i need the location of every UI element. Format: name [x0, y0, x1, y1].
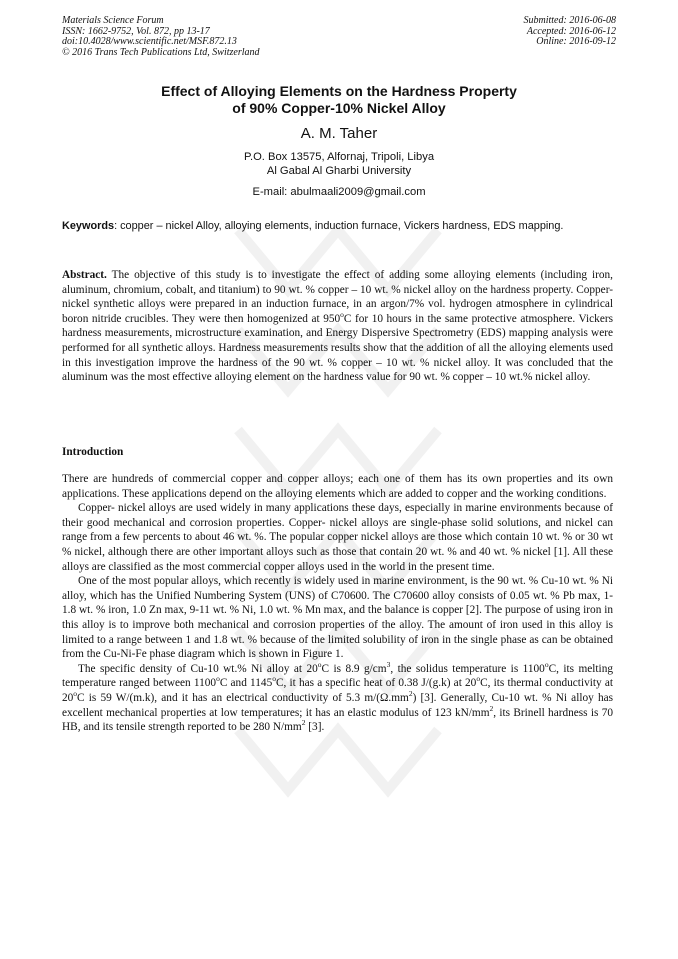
superscript: 2: [301, 718, 306, 728]
paper-title: [62, 83, 616, 117]
p4-text: C is 59 W/(m.k), and it has an electrical conductivity of 5.3 m/(Ω.mm: [77, 691, 409, 704]
submitted-date: Submitted: 2016-06-08: [523, 15, 616, 26]
affiliation: [62, 151, 616, 178]
doi-line: doi:10.4028/www.scientific.net/MSF.872.13: [62, 36, 237, 48]
p4-text: [3].: [305, 721, 325, 734]
superscript: 3: [386, 659, 391, 669]
p4-text: C, its thermal conductivity at 20: [62, 677, 613, 704]
affiliation-university: Al Gabal Al Gharbi University: [266, 164, 412, 177]
superscript: o: [317, 659, 322, 669]
copyright-line: © 2016 Trans Tech Publications Ltd, Switzerland: [62, 46, 260, 58]
intro-paragraph-4: [62, 659, 614, 735]
superscript: o: [73, 689, 78, 699]
author-email: E-mail: abulmaali2009@gmail.com: [252, 186, 426, 198]
journal-name: Materials Science Forum: [62, 15, 164, 26]
keywords: [62, 219, 614, 234]
abstract-text-2: C for 10 hours in the same protective atmosphere. Vickers hardness measurements, microstructure examination, and Energy Dispersive Spectrometry (EDS) mapping analysis were performed for all synthetic alloys. Hardness measurements results show that the addition of all the alloying elements used in this investigation improve the hardness of the 90 wt. % copper – 10 wt. % nickel alloy. It was concluded that the aluminum was the most effective alloying element on the hardness value for 90 wt. % copper – 10 wt.% nickel alloy.: [62, 312, 614, 384]
superscript: o: [544, 659, 549, 669]
superscript: o: [476, 674, 481, 684]
intro-paragraph-1: There are hundreds of commercial copper and copper alloys; each one of them has its own properties and its own applications. These applications depend on the alloying elements which are added to copper and the working conditions.: [62, 473, 613, 500]
title-line-2: of 90% Copper-10% Nickel Alloy: [232, 100, 446, 116]
abstract: [62, 268, 613, 385]
superscript: o: [272, 674, 276, 684]
p4-text: The specific density of Cu-10 wt.% Ni alloy at 20: [78, 662, 318, 675]
superscript: 2: [408, 689, 413, 699]
p4-text: C, it has a specific heat of 0.38 J/(g.k) at 20: [275, 677, 477, 690]
title-line-1: Effect of Alloying Elements on the Hardness Property: [161, 83, 517, 99]
p4-text: , its Brinell hardness is 70 HB, and its tensile strength reported to be 280 N/mm: [62, 706, 614, 734]
p4-text: C is 8.9 g/cm: [321, 662, 387, 675]
affiliation-address: P.O. Box 13575, Alfornaj, Tripoli, Libya: [243, 151, 435, 163]
issn-line: ISSN: 1662-9752, Vol. 872, pp 13-17: [62, 25, 210, 37]
superscript: 2: [489, 703, 494, 713]
p4-text: , the solidus temperature is 1100: [390, 662, 545, 675]
p4-text: C and 1145: [219, 677, 273, 690]
abstract-text-1: The objective of this study is to investigate the effect of adding some alloying elements (including iron, aluminum, chromium, cobalt, and titanium) to 90 wt. % copper – 10 wt. % nickel alloy on the hardness property. Copper-nickel synthetic alloys were prepared in an induction furnace, in an argon/7% vol. hydrogen atmosphere in cylindrical boron nitride crucibles. They were then homogenized at 950: [62, 269, 613, 325]
journal-info: [62, 16, 260, 58]
p4-text: C, its melting temperature ranged between 1100: [62, 662, 613, 690]
keywords-text: : copper – nickel Alloy, alloying elements, induction furnace, Vickers hardness, EDS mapping.: [114, 220, 564, 232]
degree-sup: o: [340, 310, 344, 320]
accepted-date: Accepted: 2016-06-12: [526, 25, 616, 37]
abstract-label: Abstract.: [62, 269, 107, 281]
superscript: o: [216, 674, 220, 684]
p4-text: ) [3]. Generally, Cu-10 wt. % Ni alloy has excellent mechanical properties at low temperatures; it has an elastic modulus of 123 kN/mm: [62, 691, 613, 719]
intro-paragraph-3: One of the most popular alloys, which recently is widely used in marine environment, is the 90 wt. % Cu-10 wt. % Ni alloy, which has the Unified Numbering System (UNS) of C70600. The C70600 alloy consists of 0.05 wt. % Pb max, 1-1.8 wt. % iron, 1.0 Zn max, 9-11 wt. % Ni, 1.0 wt. % Mn max, and the balance is copper [2]. The purpose of using iron in this alloy is to improve both mechanical and corrosion properties of the alloy. The amount of iron used in this alloy is limited to a range between 1 and 1.8 wt. % because of the limited solubility of iron in the single phase as can be obtained from the Cu-Ni-Fe phase diagram which is shown in Figure 1.: [62, 575, 613, 661]
keywords-label: Keywords: [62, 220, 115, 232]
publication-dates: [524, 16, 617, 48]
introduction-heading: Introduction: [62, 446, 124, 458]
author-name: A. M. Taher: [300, 125, 378, 142]
online-date: Online: 2016-09-12: [536, 36, 616, 48]
introduction-body: [62, 472, 613, 735]
intro-paragraph-2: Copper- nickel alloys are used widely in many applications these days, especially in marine environments because of their good mechanical and corrosion properties. Copper- nickel alloys are single-phase solid solutions, and nickel can range from a few percents to about 46 wt. %. The popular copper nickel alloys are those which contain 10 wt. % or 30 wt % nickel, although there are other important alloys such as those that contain 20 wt. % and 40 wt. % nickel [1]. All these alloys are classified as the most commercial copper alloys used in the world in the present time.: [62, 502, 613, 573]
